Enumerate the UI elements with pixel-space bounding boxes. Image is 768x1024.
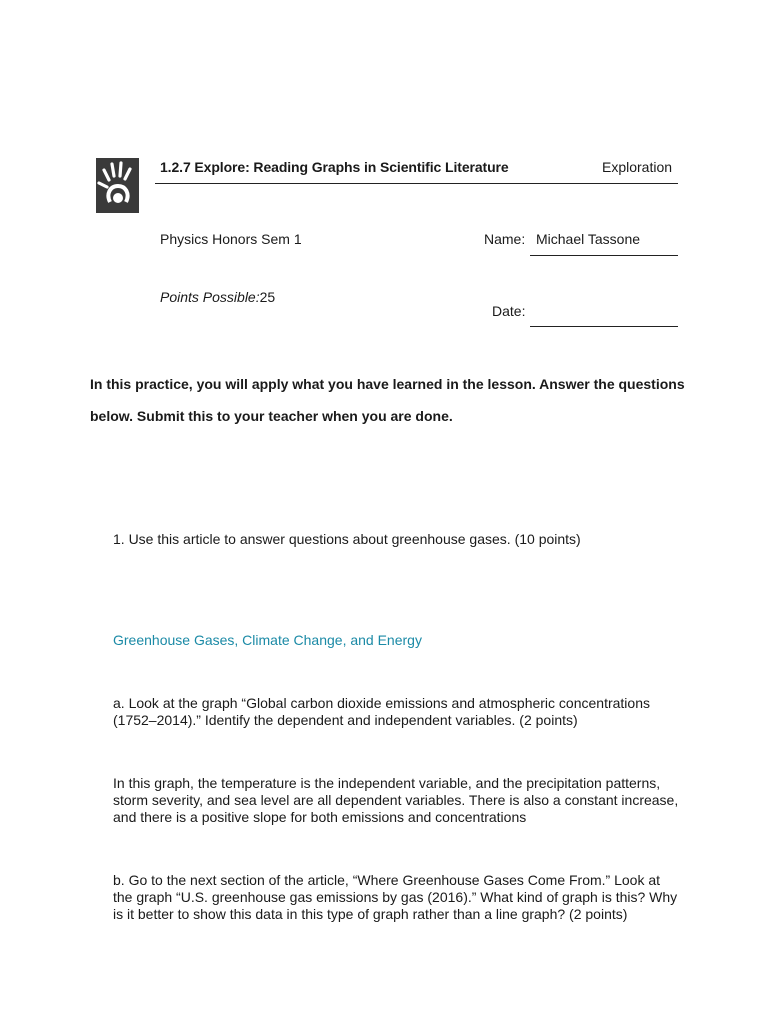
lightbulb-logo-icon [96,158,139,213]
question-1: 1. Use this article to answer questions about greenhouse gases. (10 points) [113,531,581,547]
question-1b: b. Go to the next section of the article, “Where Greenhouse Gases Come From.” Look at the graph “U.S. greenhouse gas emissions by gas (2016).” What kind of graph is this? Why is it better to show this data in this type of graph rather than a line graph? (2 points) [113,872,678,922]
document-type-label: Exploration [602,159,673,175]
answer-1a[interactable]: In this graph, the temperature is the independent variable, and the precipitation patterns, storm severity, and sea level are all dependent variables. There is also a constant increase, and there is a positive slope for both emissions and concentrations [113,775,679,825]
page-title: 1.2.7 Explore: Reading Graphs in Scientific Literature [160,159,509,175]
points-possible [160,289,275,305]
header-divider [155,183,678,184]
date-field[interactable] [530,326,678,327]
points-label: Points Possible: [160,289,260,305]
name-label: Name: [484,231,526,247]
name-underline [530,255,678,256]
course-name: Physics Honors Sem 1 [160,231,302,247]
question-1a: a. Look at the graph “Global carbon dioxide emissions and atmospheric concentrations (1752–2014).” Identify the dependent and independent variables. (2 points) [113,695,650,728]
article-link[interactable]: Greenhouse Gases, Climate Change, and Energy [113,632,422,648]
name-field[interactable]: Michael Tassone [536,231,641,247]
date-label: Date: [492,303,526,319]
points-value: 25 [259,289,276,305]
instructions: In this practice, you will apply what you have learned in the lesson. Answer the questions below. Submit this to your teacher when you are done. [90,376,685,424]
